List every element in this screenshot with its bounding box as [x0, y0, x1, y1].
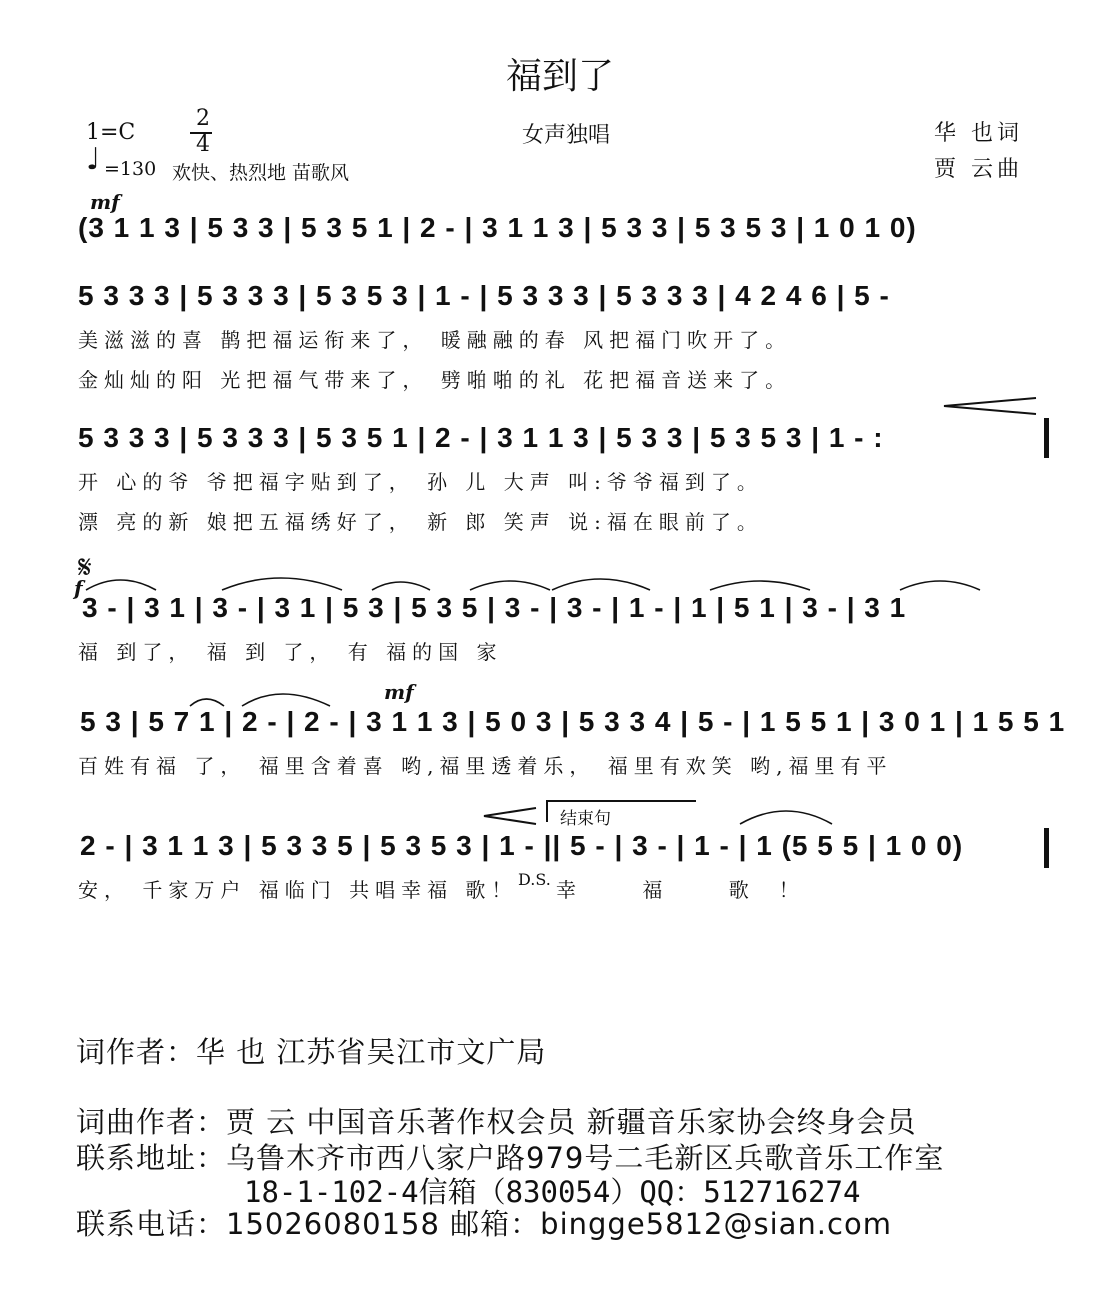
notation-row-6: 2 - | 3 1 1 3 | 5 3 3 5 | 5 3 5 3 | 1 - || 5 - | 3 - | 1 - | 1 (5 5 5 | 1 0 0): [80, 830, 964, 861]
page-title: 福到了: [505, 56, 614, 97]
crescendo-hairpin: [940, 396, 1040, 416]
notation-row-2: 5 3 3 3 | 5 3 3 3 | 5 3 5 3 | 1 - | 5 3 3 3 | 5 3 3 3 | 4 2 4 6 | 5 -: [78, 280, 890, 311]
dynamic-mark: mf: [90, 190, 120, 214]
lyric-row-6-b: 幸 福 歌！: [556, 878, 829, 902]
composer-credit: 贾 云曲: [934, 157, 1023, 182]
contact-info: 联系电话：15026080158 邮箱：bingge5812@sian.com: [76, 1207, 892, 1241]
lyric-row-2-verse-1: 美滋滋的喜 鹊把福运衔来了， 暖融融的春 风把福门吹开了。: [78, 328, 792, 352]
quarter-note-icon: ♩: [86, 142, 101, 177]
ending-bracket: [546, 800, 696, 802]
notation-row-3: 5 3 3 3 | 5 3 3 3 | 5 3 5 1 | 2 - | 3 1 1 3 | 5 3 3 | 5 3 5 3 | 1 - :: [78, 422, 884, 453]
ending-bracket-hook: [546, 800, 548, 822]
time-signature-bottom: 4: [196, 132, 210, 157]
style-marking: 欢快、热烈地 苗歌风: [172, 162, 350, 184]
lyric-row-3-verse-2: 漂 亮的新 娘把五福绣好了， 新 郎 笑声 说:福在眼前了。: [78, 510, 763, 534]
final-bar: [1044, 828, 1049, 868]
slur-final: [736, 800, 836, 830]
repeat-end-bar: [1044, 418, 1049, 458]
notation-row-4: 3 - | 3 1 | 3 - | 3 1 | 5 3 | 5 3 5 | 3 - | 3 - | 1 - | 1 | 5 1 | 3 - | 3 1: [82, 592, 907, 623]
time-signature-top: 2: [196, 106, 210, 131]
lyric-row-2-verse-2: 金灿灿的阳 光把福气带来了， 劈啪啪的礼 花把福音送来了。: [78, 368, 792, 392]
key-signature: 1=C: [86, 120, 136, 145]
dynamic-mezzo-forte: mf: [384, 680, 414, 704]
lyricist-info: 词作者：华 也 江苏省吴江市文广局: [76, 1035, 547, 1069]
crescendo-hairpin-2: [480, 806, 540, 826]
segno-icon: 𝄋: [78, 548, 92, 586]
lyric-row-5: 百姓有福 了， 福里含着喜 哟,福里透着乐， 福里有欢笑 哟,福里有平: [78, 754, 893, 778]
da-segno-mark: D.S.: [518, 870, 551, 889]
lyric-row-6-a: 安， 千家万户 福临门 共唱幸福 歌！: [78, 878, 518, 902]
lyric-row-3-verse-1: 开 心的爷 爷把福字贴到了， 孙 儿 大声 叫:爷爷福到了。: [78, 470, 763, 494]
performer: 女声独唱: [522, 123, 611, 148]
slurs-row-4: [80, 566, 1060, 596]
slurs-row-5: [180, 682, 380, 712]
composer-info: 词曲作者：贾 云 中国音乐著作权会员 新疆音乐家协会终身会员: [76, 1105, 917, 1139]
ending-label: 结束句: [560, 809, 611, 829]
tempo-value: =130: [104, 158, 157, 180]
lyricist-credit: 华 也词: [934, 121, 1023, 146]
dynamic-forte: f: [74, 576, 83, 600]
notation-row-5: 5 3 | 5 7 1 | 2 - | 2 - | 3 1 1 3 | 5 0 3 | 5 3 3 4 | 5 - | 1 5 5 1 | 3 0 1 | 1 5 5 1: [80, 706, 1066, 737]
notation-row-1: (3 1 1 3 | 5 3 3 | 5 3 5 1 | 2 - | 3 1 1 3 | 5 3 3 | 5 3 5 3 | 1 0 1 0): [78, 212, 917, 243]
address-info: 联系地址：乌鲁木齐市西八家户路979号二毛新区兵歌音乐工作室: [76, 1141, 945, 1175]
lyric-row-4: 福 到了， 福 到 了， 有 福的国 家: [78, 640, 503, 664]
address-info-2: 18-1-102-4信箱（830054）QQ：512716274: [244, 1175, 861, 1209]
